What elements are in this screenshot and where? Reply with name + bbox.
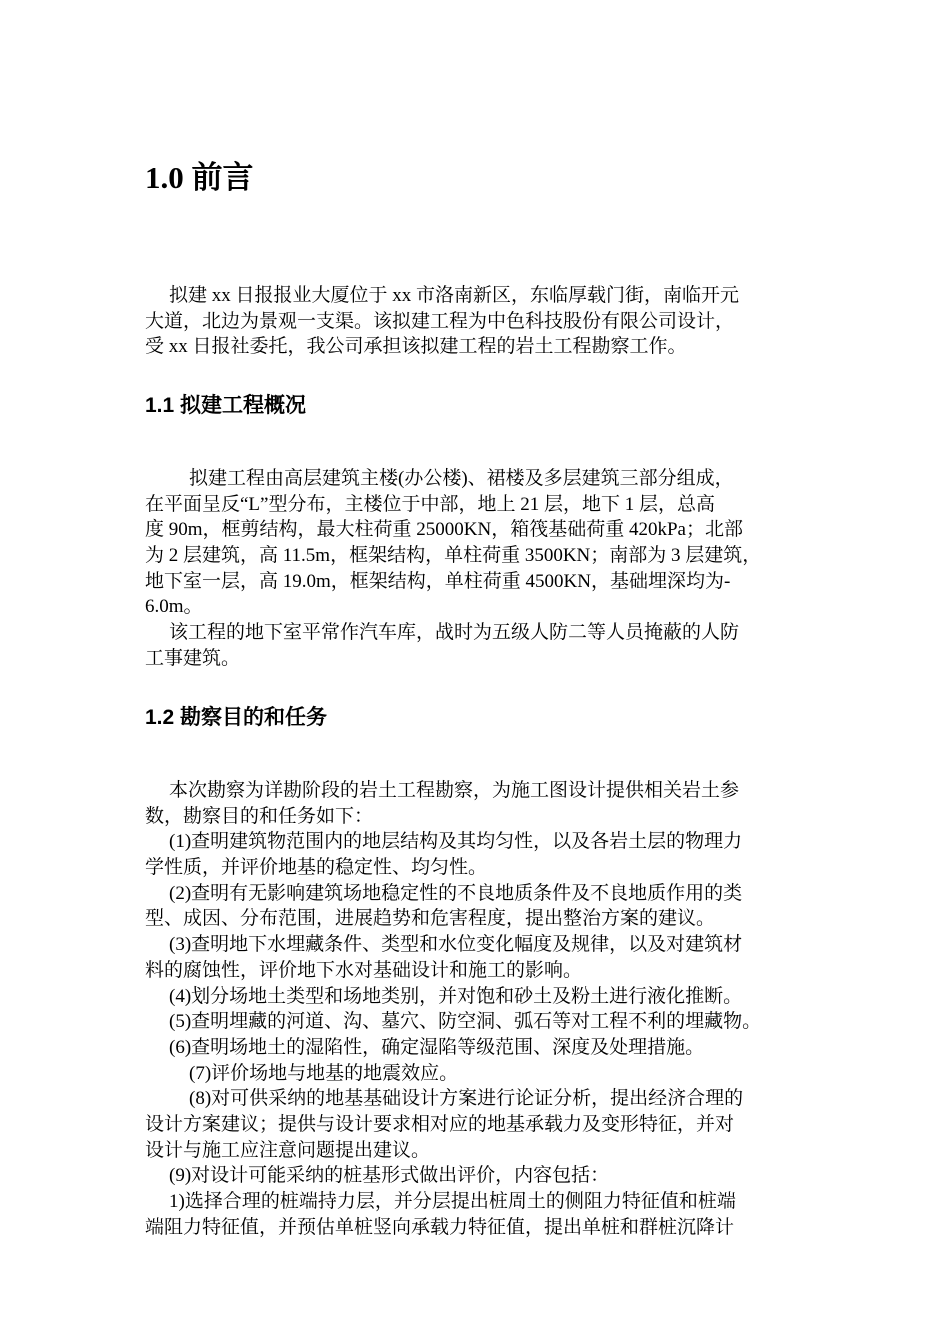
text-line: 拟建工程由高层建筑主楼(办公楼)、裙楼及多层建筑三部分组成， xyxy=(189,468,734,489)
paragraph-tasks xyxy=(145,778,857,1240)
text-line: 工事建筑。 xyxy=(145,647,241,669)
text-line: (1)查明建筑物范围内的地层结构及其均匀性，以及各岩土层的物理力 xyxy=(169,831,743,853)
text-line: (5)查明埋藏的河道、沟、墓穴、防空洞、弧石等对工程不利的埋藏物。 xyxy=(169,1011,762,1033)
text-line: (4)划分场地土类型和场地类别，并对饱和砂土及粉土进行液化推断。 xyxy=(169,985,743,1007)
text-line: 学性质，并评价地基的稳定性、均匀性。 xyxy=(145,857,488,879)
text-line: 6.0m。 xyxy=(145,596,203,618)
text-line: 料的腐蚀性，评价地下水对基础设计和施工的影响。 xyxy=(145,959,583,981)
text-line: 本次勘察为详勘阶段的岩土工程勘察，为施工图设计提供相关岩土参 xyxy=(169,780,740,801)
paragraph-overview xyxy=(145,466,857,672)
text-line: (3)查明地下水埋藏条件、类型和水位变化幅度及规律，以及对建筑材 xyxy=(169,934,743,956)
text-line: 1)选择合理的桩端持力层，并分层提出桩周土的侧阻力特征值和桩端 xyxy=(169,1191,736,1212)
text-line: 度 90m，框剪结构，最大柱荷重 25000KN，箱筏基础荷重 420kPa；北部 xyxy=(145,519,743,541)
heading-1-0-preface: 1.0 前言 xyxy=(145,160,254,195)
heading-1-2-tasks: 1.2 勘察目的和任务 xyxy=(145,706,328,729)
heading-1-1-overview: 1.1 拟建工程概况 xyxy=(145,394,307,417)
text-line: (8)对可供采纳的地基基础设计方案进行论证分析，提出经济合理的 xyxy=(189,1088,744,1110)
text-line: 设计与施工应注意问题提出建议。 xyxy=(145,1139,431,1161)
text-line: 大道，北边为景观一支渠。该拟建工程为中色科技股份有限公司设计， xyxy=(145,310,735,332)
text-line: (7)评价场地与地基的地震效应。 xyxy=(189,1062,459,1084)
text-line: 数，勘察目的和任务如下： xyxy=(145,805,374,827)
text-line: 该工程的地下室平常作汽车库，战时为五级人防二等人员掩蔽的人防 xyxy=(169,622,740,644)
text-line: 地下室一层，高 19.0m，框架结构，单柱荷重 4500KN，基础埋深均为- xyxy=(145,570,731,592)
text-line: 在平面呈反“L”型分布，主楼位于中部，地上 21 层，地下 1 层，总高 xyxy=(145,493,715,515)
text-line: (2)查明有无影响建筑场地稳定性的不良地质条件及不良地质作用的类 xyxy=(169,882,743,904)
text-line: 受 xx 日报社委托，我公司承担该拟建工程的岩土工程勘察工作。 xyxy=(145,336,687,358)
text-line: 设计方案建议；提供与设计要求相对应的地基承载力及变形特征，并对 xyxy=(145,1113,735,1135)
text-line: 为 2 层建筑，高 11.5m，框架结构，单柱荷重 3500KN；南部为 3 层建筑， xyxy=(145,545,762,567)
text-line: (6)查明场地土的湿陷性，确定湿陷等级范围、深度及处理措施。 xyxy=(169,1036,705,1058)
text-line: 端阻力特征值，并预估单桩竖向承载力特征值，提出单桩和群桩沉降计 xyxy=(145,1216,735,1238)
text-line: 拟建 xx 日报报业大厦位于 xx 市洛南新区，东临厚载门街，南临开元 xyxy=(169,285,740,306)
paragraph-intro xyxy=(145,283,857,360)
text-line: (9)对设计可能采纳的桩基形式做出评价，内容包括： xyxy=(169,1165,610,1187)
text-line: 型、成因、分布范围，进展趋势和危害程度，提出整治方案的建议。 xyxy=(145,908,716,930)
